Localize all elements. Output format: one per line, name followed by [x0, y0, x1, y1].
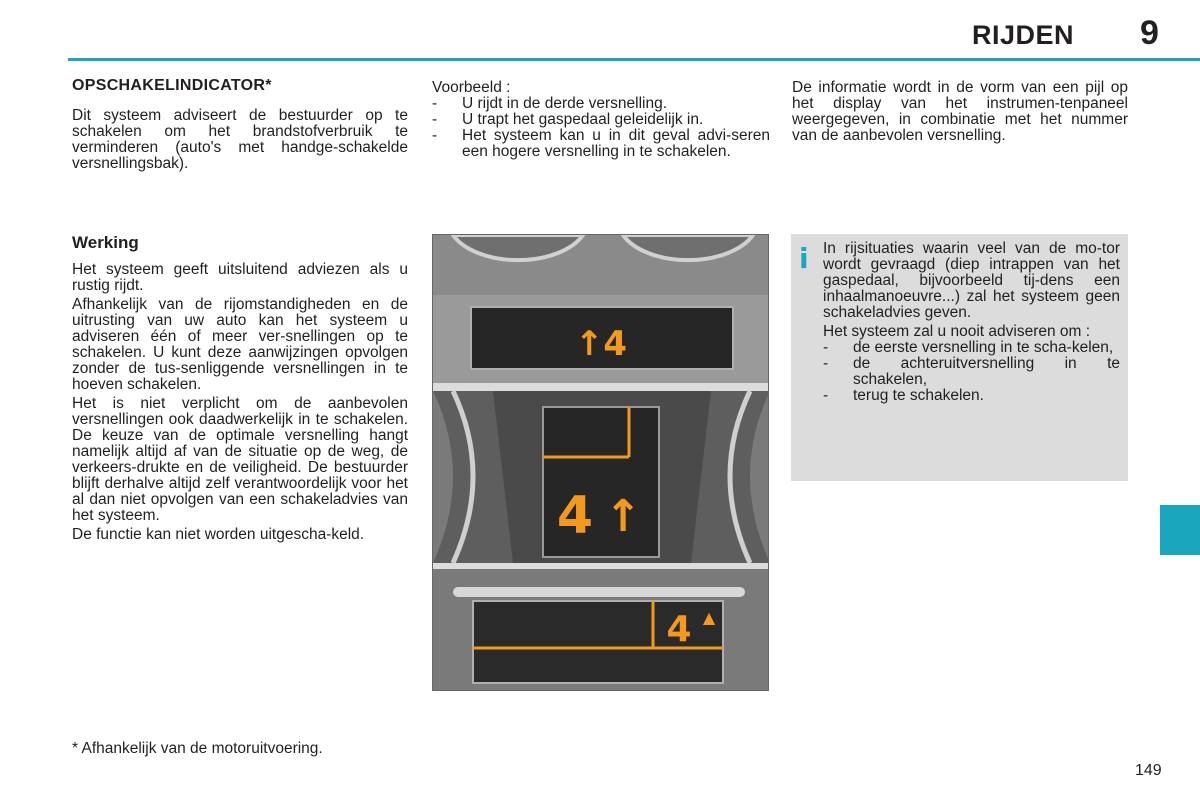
info-text: [823, 241, 1120, 404]
list-item: - de eerste versnelling in te scha-kelen,: [823, 340, 1120, 356]
chapter-number: 9: [1140, 14, 1159, 52]
intro-paragraph: Dit systeem adviseert de bestuurder op te schakelen om het brandstofverbruik te verminderen (auto's met handge-schakelde versnellingsbak).: [72, 107, 408, 172]
list-item: - Het systeem kan u in dit geval advi-seren een hogere versnelling in te schakelen.: [432, 128, 770, 160]
column-right: [792, 80, 1128, 144]
header-rule: [68, 58, 1200, 61]
example-intro: Voorbeeld :: [432, 79, 511, 96]
display-info-paragraph: De informatie wordt in de vorm van een pijl op het display van het instrumen-tenpaneel weergegeven, in combinatie met het nummer van de aanbevolen versnelling.: [792, 79, 1128, 144]
footnote: * Afhankelijk van de motoruitvoering.: [72, 740, 323, 757]
example-list: [432, 96, 770, 160]
info-list: [823, 340, 1120, 404]
paragraph: Afhankelijk van de rijomstandigheden en de uitrusting van uw auto kan het systeem u adviseren één of meer ver-snellingen op te schakelen. U kunt deze aanwijzingen opvolgen zonder de tus-senliggende versnellingen in te hoeven schakelen.: [72, 296, 408, 393]
list-item: - terug te schakelen.: [823, 388, 1120, 404]
page-number: 149: [1135, 762, 1162, 779]
list-item: - U trapt het gaspedaal geleidelijk in.: [432, 112, 770, 128]
instrument-display-3: [433, 569, 769, 691]
display-2-gear: 4: [556, 486, 594, 546]
list-item: - U rijdt in de derde versnelling.: [432, 96, 770, 112]
section-heading: OPSCHAKELINDICATOR*: [72, 77, 272, 94]
chapter-tab: [1160, 505, 1200, 555]
column-left: [72, 78, 408, 543]
paragraph: Het systeem geeft uitsluitend adviezen als u rustig rijdt.: [72, 261, 408, 294]
instrument-panel-figure: [432, 234, 769, 691]
section-title: RIJDEN: [972, 20, 1075, 50]
paragraph: Het is niet verplicht om de aanbevolen versnellingen ook daadwerkelijk in te schakelen. De keuze van de optimale versnelling hangt namelijk altijd af van de situatie op de weg, de verkeers-drukte en de veiligheid. De bestuurder blijft derhalve altijd zelf verantwoordelijk voor het al dan niet opvolgen van een schakeladvies van het systeem.: [72, 395, 408, 524]
info-box: [791, 234, 1128, 481]
instrument-display-1: [433, 235, 769, 383]
instrument-display-2: [433, 391, 769, 563]
info-paragraph: In rijsituaties waarin veel van de mo-tor wordt gevraagd (diep intrappen van het gaspedaal, bijvoorbeeld tij-dens een inhaalmanoeuvre...) zal het systeem geen schakeladvies geven.: [823, 240, 1120, 321]
list-item: - de achteruitversnelling in te schakelen,: [823, 356, 1120, 388]
info-icon: i: [799, 242, 809, 275]
info-paragraph: Het systeem zal u nooit adviseren om :: [823, 323, 1091, 340]
paragraph: De functie kan niet worden uitgescha-keld.: [72, 526, 365, 543]
column-middle: [432, 80, 770, 160]
subheading-werking: Werking: [72, 233, 139, 252]
display-3-arrow: ▲: [702, 608, 716, 627]
display-3-gear: 4: [666, 609, 692, 650]
display-2-arrow: ↑: [604, 491, 642, 542]
display-1-readout: ↑4: [574, 324, 628, 364]
